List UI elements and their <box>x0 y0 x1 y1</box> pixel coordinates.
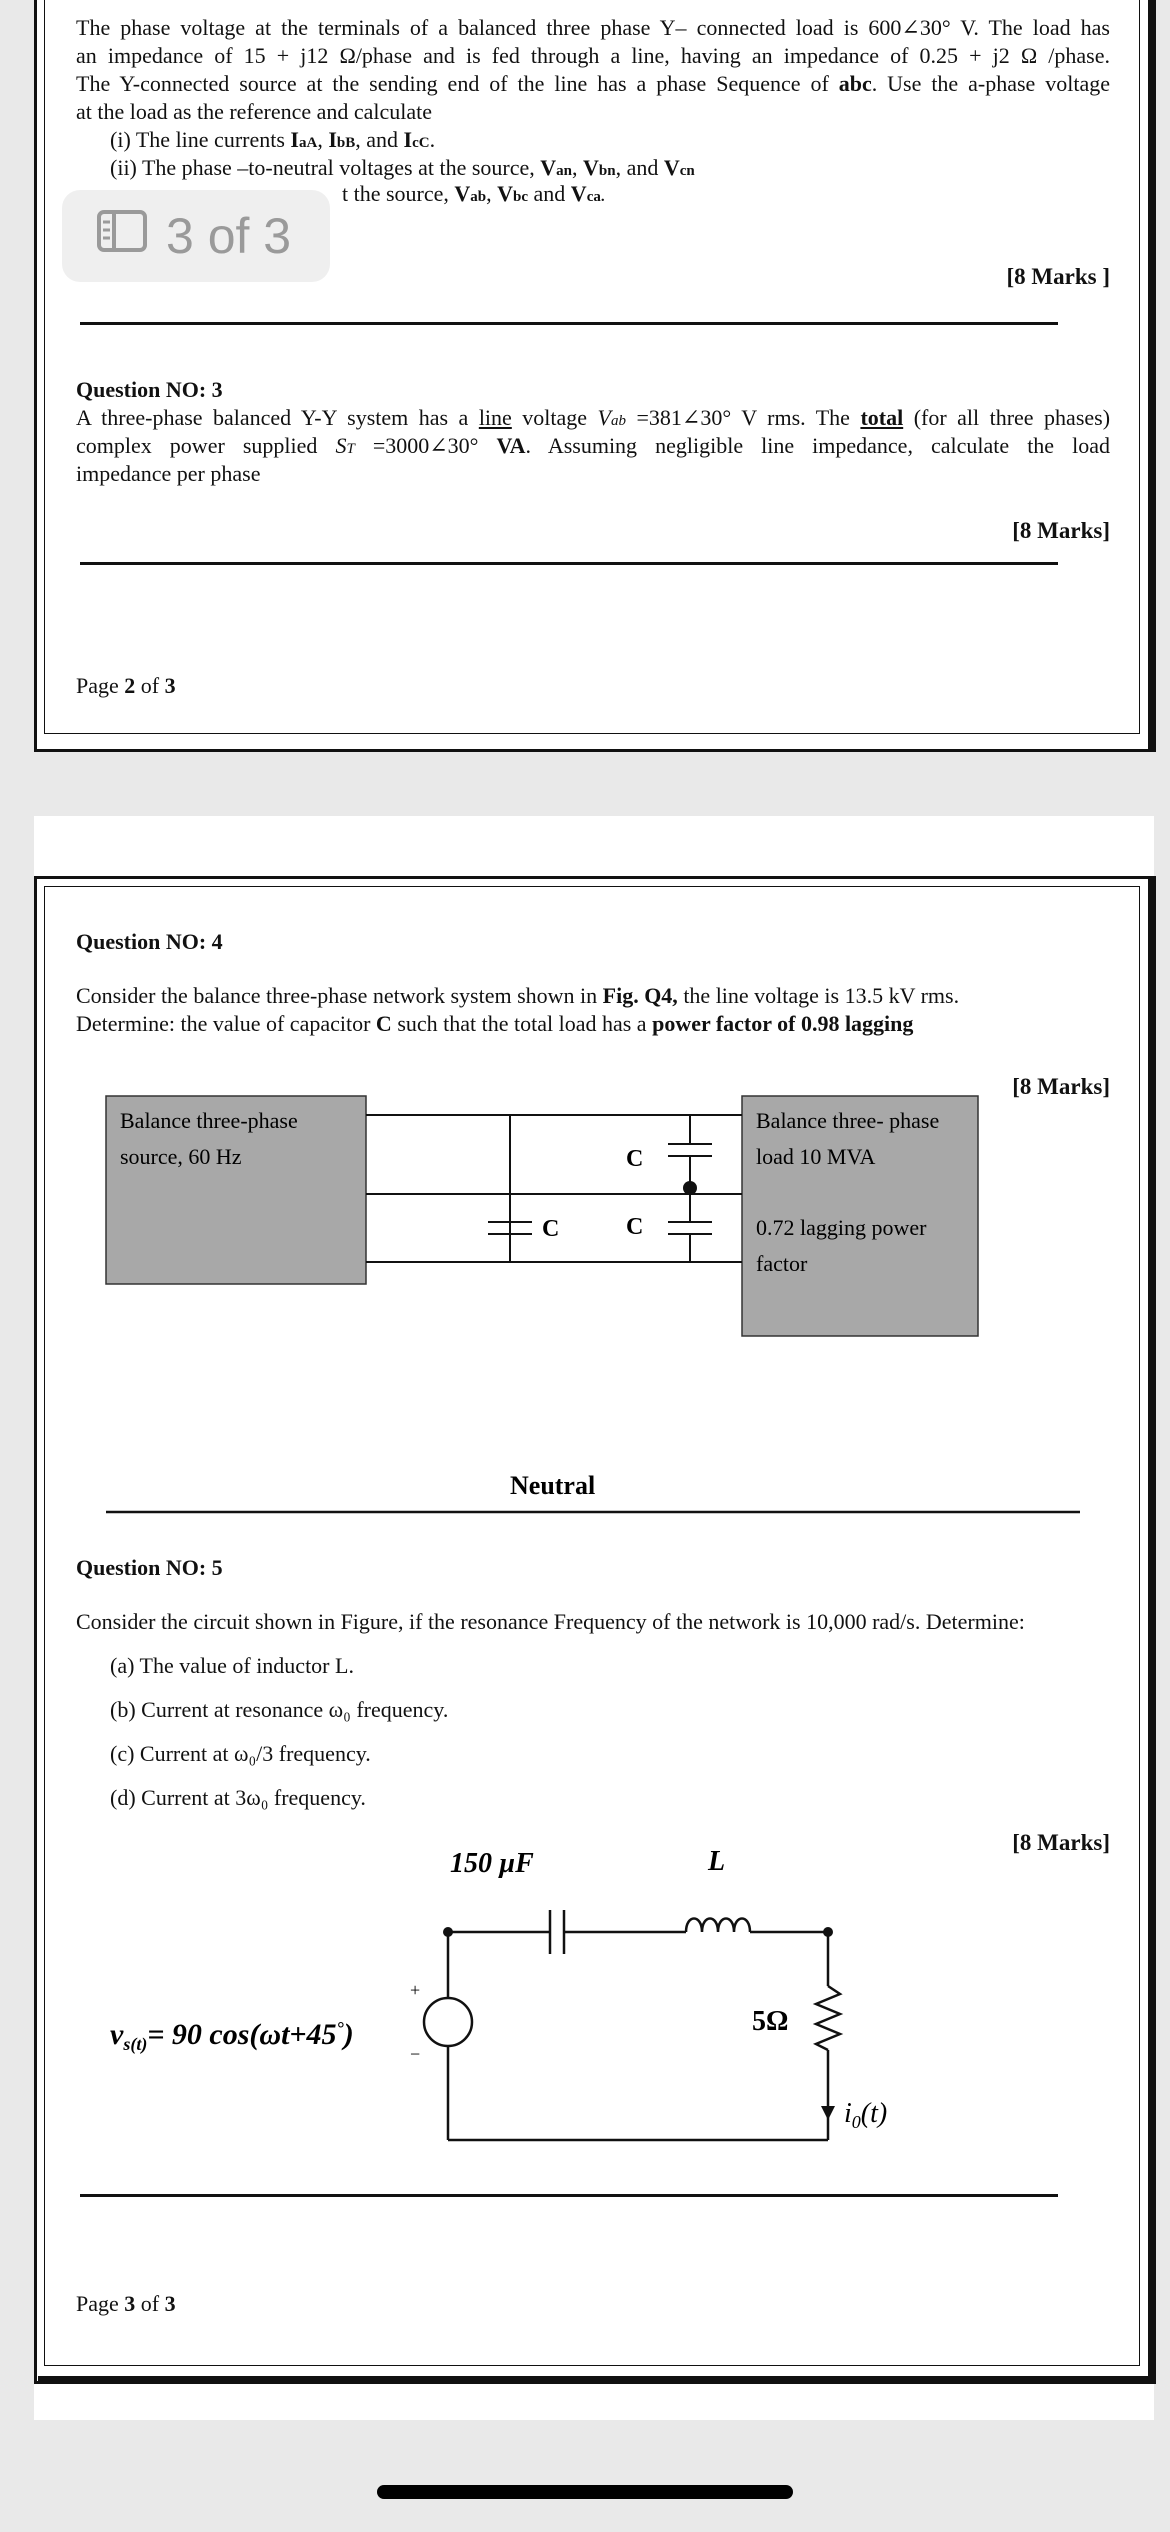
node-dot-left <box>443 1927 453 1937</box>
page-indicator-label: 3 of 3 <box>166 208 292 264</box>
q2-intro-line1: The phase voltage at the terminals of a balanced three phase Y– connected load is 600∠30° V. The load has <box>76 15 1110 40</box>
q4-load-label-2: load 10 MVA <box>756 1144 876 1169</box>
home-indicator[interactable] <box>377 2485 793 2499</box>
page-3-shadow <box>1148 876 1156 2384</box>
inductor-coil <box>686 1919 750 1933</box>
q3-line3: impedance per phase <box>76 461 261 486</box>
q2-intro-line3: The Y-connected source at the sending end of the line has a phase Sequence of abc. Use the a-phase voltage <box>76 71 1111 96</box>
node-dot-right <box>823 1927 833 1937</box>
q2-item-i: (i) The line currents IaA, IbB, and IcC. <box>110 127 436 152</box>
q3-line2: complex power supplied ST =3000∠30° VA. Assuming negligible line impedance, calculate the load <box>76 433 1110 458</box>
q5-divider <box>80 2194 1058 2197</box>
q3-divider <box>80 562 1058 565</box>
q5-marks: [8 Marks] <box>1012 1830 1110 1855</box>
q4-line2: Determine: the value of capacitor C such that the total load has a power factor of 0.98 lagging <box>76 1011 914 1036</box>
q2-divider <box>80 322 1058 325</box>
q2-marks: [8 Marks ] <box>1006 264 1110 289</box>
q4-source-label-2: source, 60 Hz <box>120 1144 242 1169</box>
q2-item-ii: (ii) The phase –to-neutral voltages at the source, Van, Vbn, and Vcn <box>110 155 695 180</box>
q5-intro: Consider the circuit shown in Figure, if the resonance Frequency of the network is 10,000 rad/s. Determine: <box>76 1609 1025 1634</box>
page-indicator[interactable] <box>62 190 330 282</box>
q5-plus-sign: + <box>410 1980 421 2000</box>
q3-heading: Question NO: 3 <box>76 377 223 402</box>
q4-marks: [8 Marks] <box>1012 1074 1110 1099</box>
current-arrow-icon <box>821 2106 835 2120</box>
q4-load-label-3: 0.72 lagging power <box>756 1215 927 1240</box>
q3-marks: [8 Marks] <box>1012 518 1110 543</box>
q4-cap-label-right: C <box>626 1214 644 1240</box>
q4-neutral-label: Neutral <box>510 1471 596 1500</box>
q4-cap-label-top: C <box>626 1146 644 1172</box>
q5-item-b: (b) Current at resonance ω₀ frequency. <box>110 1697 449 1722</box>
page-2-footer: Page 2 of 3 <box>76 673 176 698</box>
q5-cap-label: 150 µF <box>450 1848 534 1879</box>
q2-intro-line2: an impedance of 15 + j12 Ω/phase and is fed through a line, having an impedance of 0.25 + j2 Ω /phase. <box>76 43 1110 68</box>
q5-current-label: $i_0(t)$ <box>844 2098 888 2132</box>
q5-ind-label: L <box>708 1846 726 1877</box>
q5-heading: Question NO: 5 <box>76 1555 223 1580</box>
q4-source-label-1: Balance three-phase <box>120 1108 298 1133</box>
q5-item-c: (c) Current at ω₀/3 frequency. <box>110 1741 371 1766</box>
reader-icon <box>96 207 148 265</box>
q4-figure <box>34 1076 1134 1536</box>
q4-heading: Question NO: 4 <box>76 929 223 954</box>
q5-item-d: (d) Current at 3ω₀ frequency. <box>110 1785 366 1810</box>
page-3 <box>34 816 1154 2420</box>
q2-item-iii: t the source, Vab, Vbc and Vca. <box>342 181 605 206</box>
page-3-footer: Page 3 of 3 <box>76 2291 176 2316</box>
q3-line1: A three-phase balanced Y-Y system has a line voltage Vab =381∠30° V rms. The total (for all three phases) <box>76 405 1111 430</box>
q5-item-a: (a) The value of inductor L. <box>110 1653 354 1678</box>
q4-junction-dot <box>683 1181 697 1195</box>
page-2-shadow <box>1148 0 1156 752</box>
resistor-zigzag <box>816 1986 840 2050</box>
page-2 <box>34 0 1154 752</box>
q5-source-label: $v_{s(t)}= 90$ cos(ωt+45°) <box>110 2018 354 2054</box>
q4-load-label-1: Balance three- phase <box>756 1108 940 1133</box>
q4-line1: Consider the balance three-phase network system shown in Fig. Q4, the line voltage is 13.5 kV rms. <box>76 983 960 1008</box>
q2-intro-line4: at the load as the reference and calculate <box>76 99 433 124</box>
q5-circuit <box>34 1836 1134 2166</box>
q4-cap-label-mid: C <box>542 1216 560 1242</box>
q4-load-label-4: factor <box>756 1251 808 1276</box>
source-circle <box>424 1998 472 2046</box>
q5-res-label: 5Ω <box>752 2006 789 2037</box>
page-3-shadow-bottom <box>38 2376 1156 2384</box>
q5-minus-sign: − <box>410 2044 421 2064</box>
